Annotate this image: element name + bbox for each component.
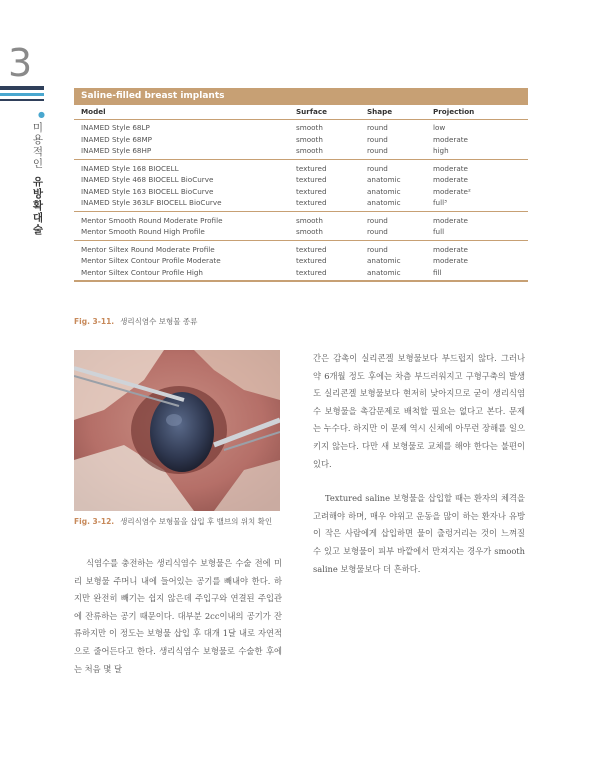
cell-surface: smooth: [296, 146, 323, 155]
cell-model: Mentor Smooth Round High Profile: [81, 227, 205, 236]
left-column-text: [74, 555, 282, 678]
table-row: [74, 174, 528, 186]
cell-surface: smooth: [296, 215, 323, 225]
table-row: [74, 255, 528, 267]
cell-shape: anatomic: [367, 267, 401, 277]
cell-surface: textured: [296, 244, 327, 254]
cell-model: INAMED Style 68LP: [81, 123, 150, 132]
cell-model: INAMED Style 363LF BIOCELL BioCurve: [81, 198, 222, 207]
side-title-char: 적: [32, 146, 44, 158]
cell-shape: round: [367, 163, 388, 173]
cell-surface: smooth: [296, 227, 323, 236]
table-group: [74, 215, 528, 241]
side-chapter-title: [32, 122, 44, 236]
cell-projection: low: [433, 123, 446, 132]
cell-surface: smooth: [296, 123, 323, 132]
figure-caption-text: 생리식염수 보형물을 삽입 후 밸브의 위치 확인: [120, 517, 273, 526]
cell-shape: anatomic: [367, 198, 401, 207]
side-title-char: 인: [32, 158, 44, 170]
table-header-row: [74, 105, 528, 120]
table-row: [74, 163, 528, 175]
cell-shape: anatomic: [367, 175, 401, 184]
table-row: [74, 186, 528, 198]
cell-surface: textured: [296, 175, 327, 184]
cell-projection: moderate: [433, 215, 468, 225]
cell-shape: round: [367, 146, 388, 155]
cell-projection: full: [433, 227, 445, 236]
cell-projection: moderate: [433, 244, 468, 254]
chapter-bar-accent: [0, 93, 44, 96]
table-row: [74, 197, 528, 209]
table-row: [74, 122, 528, 134]
cell-projection: moderate²: [433, 186, 471, 196]
cell-surface: textured: [296, 256, 327, 265]
cell-shape: round: [367, 227, 388, 236]
side-title-char: 술: [32, 224, 44, 236]
cell-shape: round: [367, 123, 388, 132]
cell-projection: moderate: [433, 134, 468, 144]
header-model: Model: [81, 107, 106, 116]
cell-projection: moderate: [433, 175, 468, 184]
side-title-char: 미: [32, 122, 44, 134]
paragraph: 간은 감촉이 실리콘겔 보형물보다 부드럽지 않다. 그러나 약 6개월 정도 후에는 차츰 부드러워지고 구형구축의 발생도 실리콘겔 보형물보다 현저히 낮아지므로 굳이 생리식염수 보형물을 촉감문제로 배척할 필요는 없다고 본다. 문제는 누수다. 하지만 이 문제 역시 신체에 아무런 장해를 일으키지 않는다. 다만 새 보형물로 교체를 해야 한다는 불편이 있다.: [313, 353, 525, 469]
side-title-char: 대: [32, 212, 44, 224]
table-row: [74, 267, 528, 279]
cell-shape: round: [367, 134, 388, 144]
paragraph: Textured saline 보형물을 삽입할 때는 환자의 체격을 고려해야 하며, 매우 야위고 운동을 많이 하는 환자나 유방이 작은 사람에게 삽입하면 물이 출렁거리는 것이 느껴질 수 있고 보형물이 피부 바깥에서 만져지는 경우가 smooth saline 보형물보다 더 흔하다.: [313, 493, 525, 574]
cell-model: INAMED Style 68MP: [81, 134, 152, 144]
cell-projection: fill: [433, 267, 442, 277]
chapter-number: 3: [8, 41, 33, 85]
cell-surface: smooth: [296, 134, 323, 144]
figure-caption-2: [74, 516, 272, 527]
header-surface: Surface: [296, 107, 327, 116]
cell-shape: anatomic: [367, 186, 401, 196]
table-group: [74, 120, 528, 160]
cell-model: Mentor Siltex Contour Profile High: [81, 267, 203, 277]
table-row: [74, 134, 528, 146]
side-title-char: 확: [32, 200, 44, 212]
side-title-char: 유: [32, 176, 44, 188]
cell-shape: round: [367, 215, 388, 225]
side-dot-icon: ●: [38, 110, 45, 119]
cell-surface: textured: [296, 163, 327, 173]
cell-model: Mentor Siltex Contour Profile Moderate: [81, 256, 221, 265]
cell-model: Mentor Siltex Round Moderate Profile: [81, 244, 215, 254]
figure-label: Fig. 3-12.: [74, 517, 115, 526]
figure-caption-text: 생리식염수 보형물 종류: [120, 317, 198, 326]
right-column-text: [313, 350, 525, 578]
cell-model: INAMED Style 468 BIOCELL BioCurve: [81, 175, 214, 184]
side-title-char: 용: [32, 134, 44, 146]
cell-shape: anatomic: [367, 256, 401, 265]
cell-projection: high: [433, 146, 449, 155]
cell-model: INAMED Style 68HP: [81, 146, 152, 155]
table-row: [74, 145, 528, 157]
implant-table: [74, 88, 528, 285]
header-shape: Shape: [367, 107, 393, 116]
table-row: [74, 215, 528, 227]
table-title: Saline-filled breast implants: [74, 88, 528, 105]
chapter-bar: [0, 99, 44, 101]
cell-projection: moderate: [433, 256, 468, 265]
table-row: [74, 226, 528, 238]
cell-model: INAMED Style 163 BIOCELL BioCurve: [81, 186, 214, 196]
table-row: [74, 244, 528, 256]
cell-surface: textured: [296, 267, 327, 277]
cell-projection: moderate: [433, 163, 468, 173]
cell-model: INAMED Style 168 BIOCELL: [81, 163, 179, 173]
cell-projection: full³: [433, 198, 447, 207]
table-body: [74, 120, 528, 282]
paragraph: 식염수를 충전하는 생리식염수 보형물은 수술 전에 미리 보형물 주머니 내에 들어있는 공기를 빼내야 한다. 하지만 완전히 빼기는 쉽지 않은데 주입구와 연결된 주입관에 잔류하는 공기 때문이다. 대부분 2cc이내의 공기가 잔류하지만 이 정도는 보형물 삽입 후 대개 1달 내로 자연적으로 줄어든다고 한다. 생리식염수 보형물로 수술한 후에는 처음 몇 달: [74, 558, 282, 674]
cell-surface: textured: [296, 186, 327, 196]
cell-shape: round: [367, 244, 388, 254]
figure-label: Fig. 3-11.: [74, 317, 115, 326]
cell-model: Mentor Smooth Round Moderate Profile: [81, 215, 223, 225]
cell-surface: textured: [296, 198, 327, 207]
header-projection: Projection: [433, 107, 475, 116]
chapter-bar: [0, 86, 44, 90]
table-group: [74, 163, 528, 212]
surgical-photo: [74, 350, 280, 511]
table-group: [74, 244, 528, 283]
figure-caption-1: [74, 316, 197, 327]
side-title-char: 방: [32, 188, 44, 200]
